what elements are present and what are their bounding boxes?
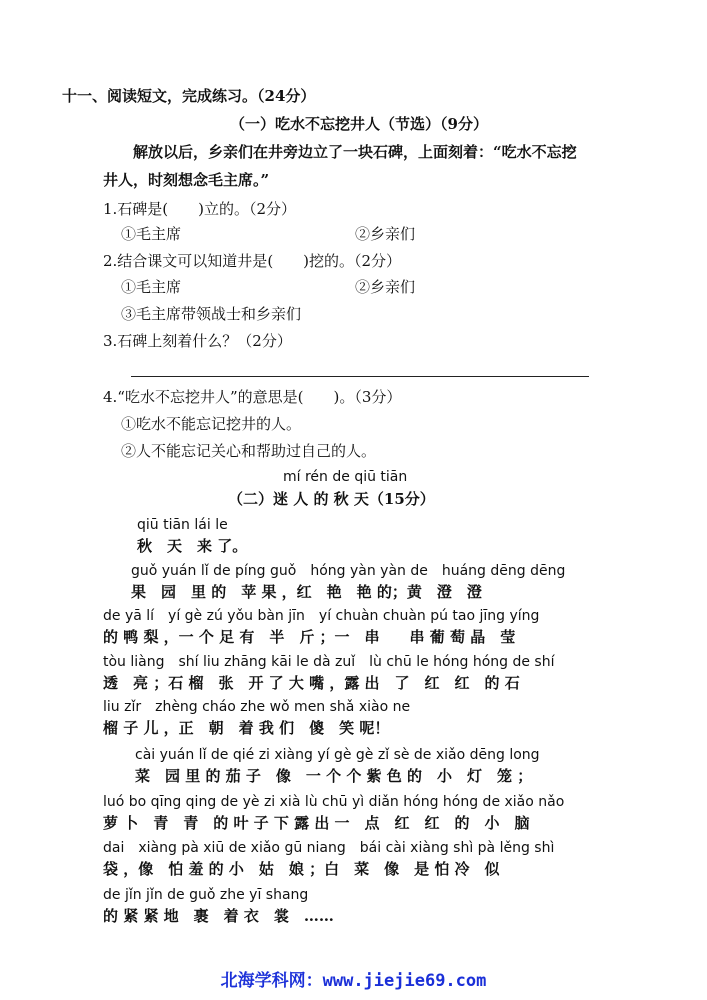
part2-title: （二）迷 人 的 秋 天（15分） (228, 490, 435, 508)
q4-option-2: ②人不能忘记关心和帮助过自己的人。 (121, 442, 377, 460)
q1-option-2: ②乡亲们 (355, 225, 416, 243)
question-2: 2.结合课文可以知道井是( )挖的。（2分） (103, 252, 402, 270)
line-7-pinyin: luó bo qīng qing de yè zi xià lù chū yì diǎn hóng hóng de xiǎo nǎo (103, 794, 565, 810)
answer-line[interactable] (131, 376, 589, 377)
line-5-pinyin: liu zǐr zhèng cháo zhe wǒ men shǎ xiào ne (103, 699, 411, 715)
line-6-pinyin: cài yuán lǐ de qié zi xiàng yí gè gè zǐ sè de xiǎo dēng long (135, 747, 540, 763)
part2-title-pinyin: mí rén de qiū tiān (283, 469, 408, 485)
line-6-hanzi: 菜 园 里 的 茄 子 像 一 个 个 紫 色 的 小 灯 笼 ； (135, 767, 533, 785)
q4-option-1: ①吃水不能忘记挖井的人。 (121, 415, 302, 433)
line-5-hanzi: 榴 子 儿 ，正 朝 着 我 们 傻 笑 呢！ (103, 719, 390, 737)
line-7-hanzi: 萝 卜 青 青 的 叶 子 下 露 出 一 点 红 红 的 小 脑 (103, 814, 530, 832)
q1-option-1: ①毛主席 (121, 225, 182, 243)
line-9-pinyin: de jǐn jǐn de guǒ zhe yī shang (103, 887, 309, 903)
question-1: 1.石碑是( )立的。（2分） (103, 200, 297, 218)
footer-watermark: 北海学科网：www.jiejie69.com (220, 971, 487, 991)
line-2-hanzi: 果 园 里 的 苹 果 ，红 艳 艳 的；黄 澄 澄 (131, 583, 482, 601)
question-3: 3.石碑上刻着什么？（2分） (103, 332, 292, 350)
q2-option-1: ①毛主席 (121, 278, 182, 296)
line-4-hanzi: 透 亮 ；石 榴 张 开 了 大 嘴 ，露 出 了 红 红 的 石 (103, 674, 520, 692)
line-4-pinyin: tòu liàng shí liu zhāng kāi le dà zuǐ lù chū le hóng hóng de shí (103, 654, 555, 670)
line-9-hanzi: 的 紧 紧 地 裹 着 衣 裳 …… (103, 907, 334, 925)
section-heading: 十一、阅读短文，完成练习。（24分） (62, 87, 316, 105)
q2-option-2: ②乡亲们 (355, 278, 416, 296)
line-3-hanzi: 的 鸭 梨 ，一 个 足 有 半 斤 ；一 串 串 葡 萄 晶 莹 (103, 628, 516, 646)
line-3-pinyin: de yā lí yí gè zú yǒu bàn jīn yí chuàn chuàn pú tao jīng yíng (103, 608, 540, 624)
line-8-hanzi: 袋 ，像 怕 羞 的 小 姑 娘 ；白 菜 像 是 怕 冷 似 (103, 860, 500, 878)
passage-line-1: 解放以后，乡亲们在井旁边立了一块石碑，上面刻着：“吃水不忘挖 (133, 143, 577, 161)
line-2-pinyin: guǒ yuán lǐ de píng guǒ hóng yàn yàn de huáng dēng dēng (131, 563, 566, 579)
question-4: 4.“吃水不忘挖井人”的意思是( )。（3分） (103, 388, 402, 406)
line-8-pinyin: dai xiàng pà xiū de xiǎo gū niang bái cài xiàng shì pà lěng shì (103, 840, 555, 856)
passage-line-2: 井人，时刻想念毛主席。” (103, 171, 270, 189)
line-1-hanzi: 秋 天 来 了。 (137, 537, 248, 555)
line-1-pinyin: qiū tiān lái le (137, 517, 228, 533)
q2-option-3: ③毛主席带领战士和乡亲们 (121, 305, 302, 323)
part1-title: （一）吃水不忘挖井人（节选）（9分） (230, 115, 488, 133)
